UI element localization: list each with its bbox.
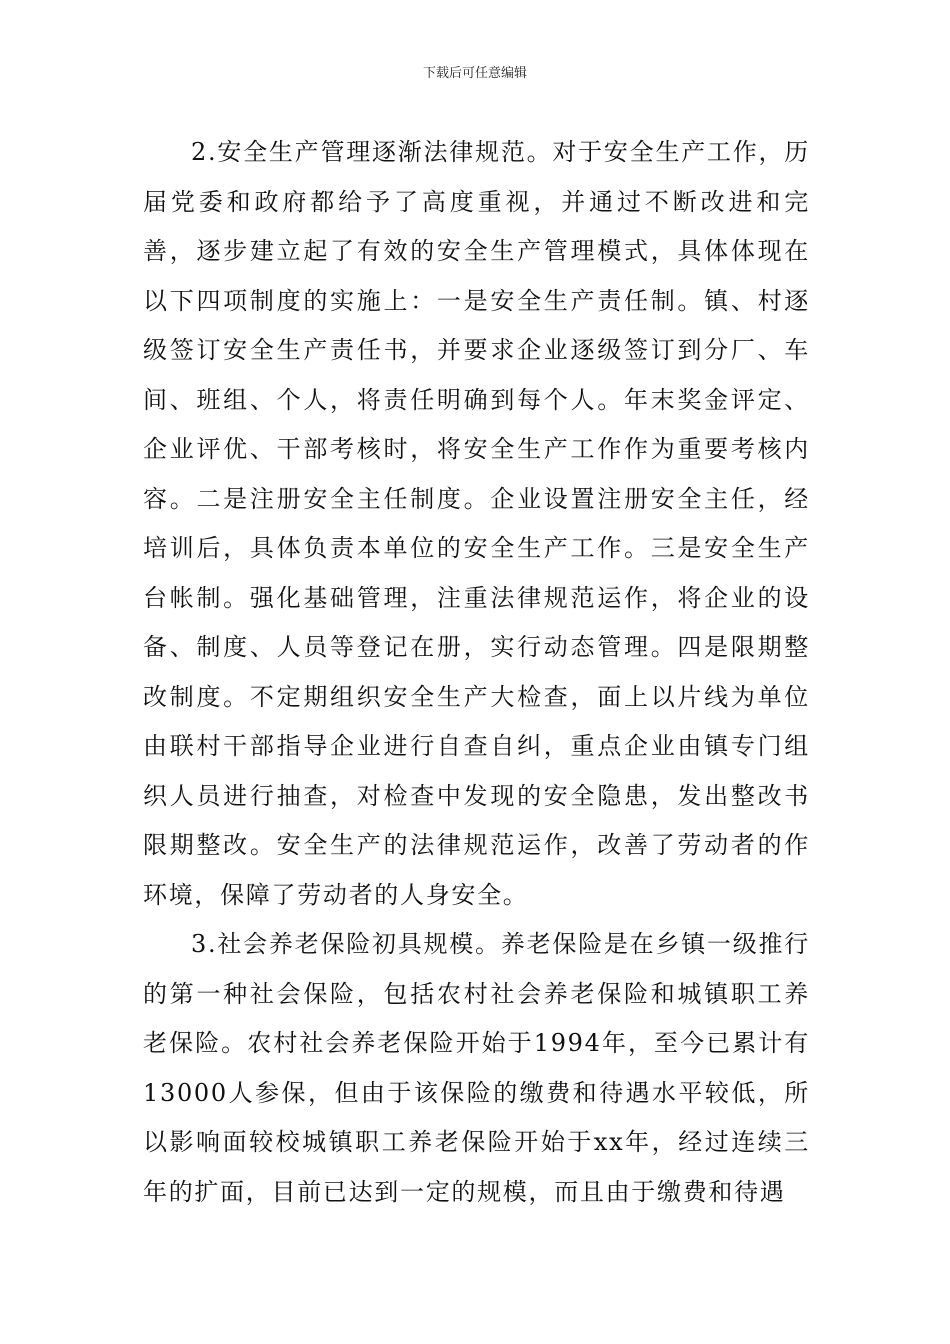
download-editable-note: 下载后可任意编辑 — [422, 66, 527, 81]
paragraph-social-pension-insurance: 3.社会养老保险初具规模。养老保险是在乡镇一级推行的第一种社会保险，包括农村社会养老保险和城镇职工养老保险。农村社会养老保险开始于1994年，至今已累计有13000人参保，但由于该保险的缴费和待遇水平较低，所以影响面较校城镇职工养老保险开始于xx年，经过连续三年的扩面，目前已达到一定的规模，而且由于缴费和待遇 — [143, 930, 810, 1206]
paragraph-safety-production-management: 2.安全生产管理逐渐法律规范。对于安全生产工作，历届党委和政府都给予了高度重视，并通过不断改进和完善，逐步建立起了有效的安全生产管理模式，具体体现在以下四项制度的实施上：一是安全生产责任制。镇、村逐级签订安全生产责任书，并要求企业逐级签订到分厂、车间、班组、个人，将责任明确到每个人。年末奖金评定、企业评优、干部考核时，将安全生产工作作为重要考核内容。二是注册安全主任制度。企业设置注册安全主任，经培训后，具体负责本单位的安全生产工作。三是安全生产台帐制。强化基础管理，注重法律规范运作，将企业的设备、制度、人员等登记在册，实行动态管理。四是限期整改制度。不定期组织安全生产大检查，面上以片线为单位由联村干部指导企业进行自查自纠，重点企业由镇专门组织人员进行抽查，对检查中发现的安全隐患，发出整改书限期整改。安全生产的法律规范运作，改善了劳动者的作环境，保障了劳动者的人身安全。 — [143, 138, 810, 909]
document-body — [143, 128, 810, 1217]
